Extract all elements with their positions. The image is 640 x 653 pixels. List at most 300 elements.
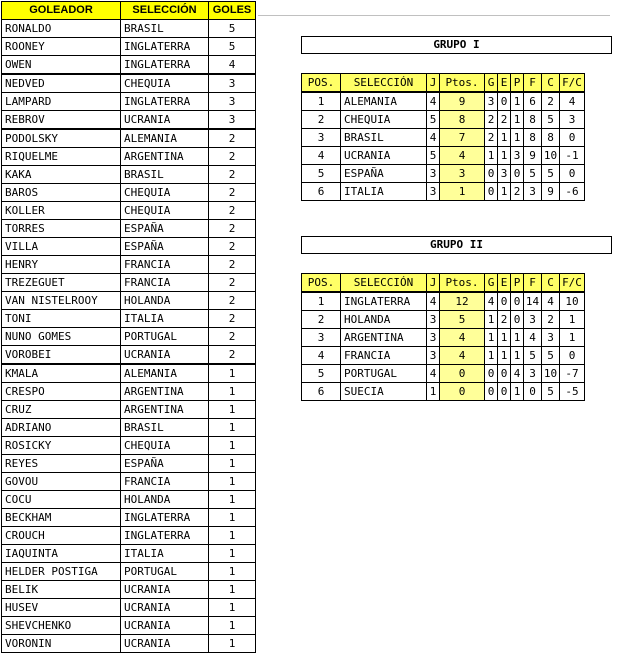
scorer-goals: 1 xyxy=(209,491,256,509)
standings-cell-fc: -5 xyxy=(560,383,585,401)
scorer-team: UCRANIA xyxy=(121,617,209,635)
scorer-name: REBROV xyxy=(2,111,121,130)
scorer-name: VILLA xyxy=(2,238,121,256)
standings-cell-g: 1 xyxy=(485,329,498,347)
standings-cell-e: 0 xyxy=(498,292,511,311)
standings-cell-p: 0 xyxy=(511,292,524,311)
group-header-g: G xyxy=(485,274,498,293)
group-header-c: C xyxy=(542,274,560,293)
standings-cell-f: 5 xyxy=(524,165,542,183)
standings-cell-f: 3 xyxy=(524,365,542,383)
scorer-team: FRANCIA xyxy=(121,256,209,274)
standings-cell-g: 2 xyxy=(485,111,498,129)
scorer-team: UCRANIA xyxy=(121,581,209,599)
scorer-name: IAQUINTA xyxy=(2,545,121,563)
standings-cell-p: 1 xyxy=(511,383,524,401)
scorer-row xyxy=(2,38,256,56)
scorer-goals: 2 xyxy=(209,148,256,166)
standings-cell-g: 1 xyxy=(485,347,498,365)
standings-cell-seleccion: UCRANIA xyxy=(341,147,427,165)
standings-cell-pos: 4 xyxy=(302,147,341,165)
scorer-team: ITALIA xyxy=(121,545,209,563)
scorer-name: BECKHAM xyxy=(2,509,121,527)
standings-cell-e: 1 xyxy=(498,329,511,347)
scorer-goals: 1 xyxy=(209,383,256,401)
standings-cell-seleccion: PORTUGAL xyxy=(341,365,427,383)
group-2-table xyxy=(301,273,585,401)
scorer-name: ADRIANO xyxy=(2,419,121,437)
standings-cell-f: 5 xyxy=(524,347,542,365)
group-header-row xyxy=(302,274,585,293)
scorer-team: ESPAÑA xyxy=(121,455,209,473)
standings-cell-ptos: 4 xyxy=(440,329,485,347)
standings-cell-fc: 4 xyxy=(560,92,585,111)
standings-cell-p: 0 xyxy=(511,165,524,183)
standings-cell-ptos: 0 xyxy=(440,365,485,383)
standings-cell-e: 1 xyxy=(498,347,511,365)
group-header-pos: POS. xyxy=(302,74,341,93)
standings-cell-g: 0 xyxy=(485,165,498,183)
scorer-goals: 1 xyxy=(209,455,256,473)
scorer-goals: 1 xyxy=(209,509,256,527)
scorer-team: BRASIL xyxy=(121,166,209,184)
standings-cell-fc: -7 xyxy=(560,365,585,383)
scorer-row xyxy=(2,364,256,383)
scorer-row xyxy=(2,563,256,581)
scorer-name: COCU xyxy=(2,491,121,509)
scorer-goals: 3 xyxy=(209,93,256,111)
scorer-row xyxy=(2,491,256,509)
scorer-name: TONI xyxy=(2,310,121,328)
standings-cell-seleccion: ARGENTINA xyxy=(341,329,427,347)
standings-cell-g: 1 xyxy=(485,311,498,329)
group-header-ptos: Ptos. xyxy=(440,274,485,293)
scorer-goals: 2 xyxy=(209,166,256,184)
scorer-name: OWEN xyxy=(2,56,121,75)
standings-cell-pos: 1 xyxy=(302,92,341,111)
standings-cell-pos: 5 xyxy=(302,365,341,383)
standings-cell-ptos: 7 xyxy=(440,129,485,147)
scorer-row xyxy=(2,74,256,93)
standings-cell-c: 10 xyxy=(542,147,560,165)
scorer-team: ESPAÑA xyxy=(121,220,209,238)
standings-cell-p: 1 xyxy=(511,92,524,111)
standings-cell-pos: 5 xyxy=(302,165,341,183)
standings-cell-e: 0 xyxy=(498,383,511,401)
scorer-team: HOLANDA xyxy=(121,491,209,509)
standings-cell-pos: 1 xyxy=(302,292,341,311)
scorer-row xyxy=(2,617,256,635)
scorer-goals: 2 xyxy=(209,274,256,292)
scorer-name: NEDVED xyxy=(2,74,121,93)
group-header-c: C xyxy=(542,74,560,93)
standings-cell-pos: 2 xyxy=(302,311,341,329)
scorer-name: CROUCH xyxy=(2,527,121,545)
group-header-fc: F/C xyxy=(560,74,585,93)
scorer-team: UCRANIA xyxy=(121,111,209,130)
scorer-goals: 5 xyxy=(209,38,256,56)
standings-cell-g: 2 xyxy=(485,129,498,147)
scorer-goals: 2 xyxy=(209,292,256,310)
scorer-team: ALEMANIA xyxy=(121,364,209,383)
standings-cell-j: 5 xyxy=(427,111,440,129)
standings-cell-fc: 3 xyxy=(560,111,585,129)
standings-cell-ptos: 5 xyxy=(440,311,485,329)
scorer-team: ITALIA xyxy=(121,310,209,328)
standings-cell-f: 8 xyxy=(524,129,542,147)
scorer-team: ARGENTINA xyxy=(121,401,209,419)
scorer-team: CHEQUIA xyxy=(121,437,209,455)
standings-cell-c: 10 xyxy=(542,365,560,383)
standings-cell-f: 3 xyxy=(524,183,542,201)
scorer-row xyxy=(2,328,256,346)
standings-cell-j: 3 xyxy=(427,311,440,329)
scorer-name: ROONEY xyxy=(2,38,121,56)
scorer-goals: 1 xyxy=(209,473,256,491)
group-1-title: GRUPO I xyxy=(301,36,612,54)
scorer-team: ARGENTINA xyxy=(121,383,209,401)
scorer-goals: 1 xyxy=(209,599,256,617)
standings-cell-j: 4 xyxy=(427,292,440,311)
scorer-row xyxy=(2,184,256,202)
standings-cell-fc: 1 xyxy=(560,311,585,329)
standings-cell-f: 4 xyxy=(524,329,542,347)
scorer-row xyxy=(2,20,256,38)
standings-cell-p: 2 xyxy=(511,183,524,201)
scorer-name: BAROS xyxy=(2,184,121,202)
scorer-name: NUNO GOMES xyxy=(2,328,121,346)
standings-cell-f: 9 xyxy=(524,147,542,165)
scorer-goals: 2 xyxy=(209,238,256,256)
standings-cell-fc: 10 xyxy=(560,292,585,311)
standings-cell-f: 3 xyxy=(524,311,542,329)
standings-cell-c: 5 xyxy=(542,165,560,183)
scorer-team: INGLATERRA xyxy=(121,56,209,75)
standings-cell-pos: 4 xyxy=(302,347,341,365)
standings-row xyxy=(302,111,585,129)
scorer-name: LAMPARD xyxy=(2,93,121,111)
scorer-team: INGLATERRA xyxy=(121,38,209,56)
standings-row xyxy=(302,365,585,383)
group-header-j: J xyxy=(427,274,440,293)
group-1-table xyxy=(301,73,585,201)
standings-cell-seleccion: ESPAÑA xyxy=(341,165,427,183)
scorer-name: PODOLSKY xyxy=(2,129,121,148)
scorer-team: ESPAÑA xyxy=(121,238,209,256)
standings-cell-f: 8 xyxy=(524,111,542,129)
scorer-row xyxy=(2,346,256,365)
standings-cell-e: 2 xyxy=(498,311,511,329)
scorer-team: UCRANIA xyxy=(121,599,209,617)
scorer-team: CHEQUIA xyxy=(121,184,209,202)
standings-cell-fc: 1 xyxy=(560,329,585,347)
standings-cell-ptos: 12 xyxy=(440,292,485,311)
group-header-e: E xyxy=(498,74,511,93)
standings-cell-seleccion: HOLANDA xyxy=(341,311,427,329)
standings-cell-seleccion: SUECIA xyxy=(341,383,427,401)
scorer-row xyxy=(2,256,256,274)
standings-row xyxy=(302,292,585,311)
scorer-team: FRANCIA xyxy=(121,473,209,491)
scorer-goals: 2 xyxy=(209,346,256,365)
scorer-team: INGLATERRA xyxy=(121,509,209,527)
scorer-row xyxy=(2,599,256,617)
standings-cell-j: 3 xyxy=(427,183,440,201)
scorer-name: VOROBEI xyxy=(2,346,121,365)
scorer-name: KOLLER xyxy=(2,202,121,220)
scorer-row xyxy=(2,473,256,491)
standings-cell-pos: 2 xyxy=(302,111,341,129)
scorer-row xyxy=(2,581,256,599)
sheet-gridline xyxy=(258,15,610,16)
standings-cell-j: 3 xyxy=(427,165,440,183)
standings-cell-e: 3 xyxy=(498,165,511,183)
standings-cell-seleccion: FRANCIA xyxy=(341,347,427,365)
scorer-row xyxy=(2,129,256,148)
scorer-goals: 1 xyxy=(209,635,256,653)
scorer-row xyxy=(2,383,256,401)
scorer-name: KMALA xyxy=(2,364,121,383)
standings-cell-p: 1 xyxy=(511,329,524,347)
group-header-seleccion: SELECCIÓN xyxy=(341,274,427,293)
scorer-row xyxy=(2,238,256,256)
scorer-row xyxy=(2,635,256,653)
scorer-row xyxy=(2,401,256,419)
scorer-name: HELDER POSTIGA xyxy=(2,563,121,581)
standings-row xyxy=(302,329,585,347)
group-header-pos: POS. xyxy=(302,274,341,293)
scorer-goals: 2 xyxy=(209,328,256,346)
standings-cell-seleccion: ALEMANIA xyxy=(341,92,427,111)
scorer-name: RONALDO xyxy=(2,20,121,38)
standings-cell-pos: 6 xyxy=(302,183,341,201)
group-header-e: E xyxy=(498,274,511,293)
scorer-team: INGLATERRA xyxy=(121,93,209,111)
standings-cell-fc: -1 xyxy=(560,147,585,165)
header-goles: GOLES xyxy=(209,2,256,20)
scorer-name: SHEVCHENKO xyxy=(2,617,121,635)
group-header-p: P xyxy=(511,274,524,293)
scorer-team: ALEMANIA xyxy=(121,129,209,148)
standings-cell-fc: 0 xyxy=(560,347,585,365)
standings-cell-e: 0 xyxy=(498,92,511,111)
standings-row xyxy=(302,147,585,165)
scorer-name: TREZEGUET xyxy=(2,274,121,292)
standings-cell-pos: 6 xyxy=(302,383,341,401)
scorers-table xyxy=(1,1,256,653)
standings-cell-g: 4 xyxy=(485,292,498,311)
standings-row xyxy=(302,383,585,401)
standings-cell-p: 1 xyxy=(511,347,524,365)
scorer-row xyxy=(2,166,256,184)
scorer-name: VORONIN xyxy=(2,635,121,653)
scorer-goals: 1 xyxy=(209,364,256,383)
scorer-name: VAN NISTELROOY xyxy=(2,292,121,310)
scorer-row xyxy=(2,310,256,328)
standings-cell-g: 0 xyxy=(485,365,498,383)
standings-cell-p: 3 xyxy=(511,147,524,165)
standings-cell-c: 9 xyxy=(542,183,560,201)
scorer-team: INGLATERRA xyxy=(121,527,209,545)
scorer-goals: 5 xyxy=(209,20,256,38)
standings-cell-e: 1 xyxy=(498,183,511,201)
scorer-goals: 1 xyxy=(209,581,256,599)
header-goleador: GOLEADOR xyxy=(2,2,121,20)
standings-cell-e: 1 xyxy=(498,129,511,147)
standings-cell-seleccion: CHEQUIA xyxy=(341,111,427,129)
group-header-f: F xyxy=(524,274,542,293)
standings-cell-c: 2 xyxy=(542,311,560,329)
standings-cell-j: 4 xyxy=(427,365,440,383)
group-header-fc: F/C xyxy=(560,274,585,293)
scorer-row xyxy=(2,93,256,111)
standings-cell-g: 0 xyxy=(485,183,498,201)
standings-cell-c: 5 xyxy=(542,111,560,129)
scorer-team: CHEQUIA xyxy=(121,74,209,93)
standings-row xyxy=(302,347,585,365)
standings-cell-c: 4 xyxy=(542,292,560,311)
scorer-name: RIQUELME xyxy=(2,148,121,166)
standings-cell-c: 5 xyxy=(542,383,560,401)
scorer-name: BELIK xyxy=(2,581,121,599)
standings-cell-ptos: 1 xyxy=(440,183,485,201)
scorer-name: ROSICKY xyxy=(2,437,121,455)
group-header-row xyxy=(302,74,585,93)
standings-cell-ptos: 9 xyxy=(440,92,485,111)
scorer-goals: 1 xyxy=(209,617,256,635)
scorer-row xyxy=(2,545,256,563)
scorer-row xyxy=(2,56,256,75)
scorer-goals: 2 xyxy=(209,310,256,328)
standings-cell-ptos: 0 xyxy=(440,383,485,401)
standings-cell-p: 1 xyxy=(511,129,524,147)
standings-cell-fc: -6 xyxy=(560,183,585,201)
standings-cell-f: 0 xyxy=(524,383,542,401)
scorer-goals: 1 xyxy=(209,437,256,455)
standings-cell-c: 3 xyxy=(542,329,560,347)
standings-cell-j: 5 xyxy=(427,147,440,165)
scorer-goals: 4 xyxy=(209,56,256,75)
scorer-goals: 1 xyxy=(209,545,256,563)
standings-cell-c: 2 xyxy=(542,92,560,111)
scorer-team: HOLANDA xyxy=(121,292,209,310)
group-2-title: GRUPO II xyxy=(301,236,612,254)
scorer-name: HUSEV xyxy=(2,599,121,617)
scorer-name: HENRY xyxy=(2,256,121,274)
group-header-seleccion: SELECCIÓN xyxy=(341,74,427,93)
scorer-goals: 2 xyxy=(209,129,256,148)
scorer-team: BRASIL xyxy=(121,419,209,437)
scorer-goals: 1 xyxy=(209,419,256,437)
scorer-row xyxy=(2,148,256,166)
scorer-goals: 2 xyxy=(209,184,256,202)
scorer-row xyxy=(2,202,256,220)
standings-cell-g: 3 xyxy=(485,92,498,111)
scorer-team: PORTUGAL xyxy=(121,563,209,581)
scorer-row xyxy=(2,437,256,455)
standings-row xyxy=(302,165,585,183)
scorer-goals: 2 xyxy=(209,202,256,220)
standings-cell-f: 6 xyxy=(524,92,542,111)
standings-cell-c: 5 xyxy=(542,347,560,365)
scorer-goals: 3 xyxy=(209,74,256,93)
scorer-name: CRUZ xyxy=(2,401,121,419)
standings-cell-ptos: 4 xyxy=(440,147,485,165)
scorer-name: CRESPO xyxy=(2,383,121,401)
standings-cell-j: 3 xyxy=(427,329,440,347)
standings-cell-g: 1 xyxy=(485,147,498,165)
scorer-name: KAKA xyxy=(2,166,121,184)
scorer-goals: 1 xyxy=(209,401,256,419)
scorer-row xyxy=(2,455,256,473)
group-header-p: P xyxy=(511,74,524,93)
scorer-goals: 1 xyxy=(209,563,256,581)
scorer-team: UCRANIA xyxy=(121,346,209,365)
standings-row xyxy=(302,129,585,147)
standings-row xyxy=(302,92,585,111)
standings-cell-p: 1 xyxy=(511,111,524,129)
header-seleccion: SELECCIÓN xyxy=(121,2,209,20)
scorer-goals: 3 xyxy=(209,111,256,130)
scorers-header-row xyxy=(2,2,256,20)
scorer-row xyxy=(2,509,256,527)
standings-cell-pos: 3 xyxy=(302,329,341,347)
scorer-team: PORTUGAL xyxy=(121,328,209,346)
standings-cell-seleccion: INGLATERRA xyxy=(341,292,427,311)
scorer-goals: 2 xyxy=(209,220,256,238)
scorer-team: ARGENTINA xyxy=(121,148,209,166)
scorer-team: BRASIL xyxy=(121,20,209,38)
scorer-name: REYES xyxy=(2,455,121,473)
group-header-ptos: Ptos. xyxy=(440,74,485,93)
scorer-row xyxy=(2,220,256,238)
standings-cell-j: 1 xyxy=(427,383,440,401)
scorer-team: FRANCIA xyxy=(121,274,209,292)
standings-cell-ptos: 3 xyxy=(440,165,485,183)
group-header-g: G xyxy=(485,74,498,93)
scorer-goals: 2 xyxy=(209,256,256,274)
standings-row xyxy=(302,311,585,329)
standings-cell-e: 2 xyxy=(498,111,511,129)
standings-cell-p: 0 xyxy=(511,311,524,329)
standings-cell-ptos: 4 xyxy=(440,347,485,365)
scorer-row xyxy=(2,292,256,310)
standings-cell-j: 4 xyxy=(427,92,440,111)
standings-cell-fc: 0 xyxy=(560,165,585,183)
scorer-team: CHEQUIA xyxy=(121,202,209,220)
group-header-j: J xyxy=(427,74,440,93)
standings-cell-e: 0 xyxy=(498,365,511,383)
scorer-row xyxy=(2,527,256,545)
standings-cell-f: 14 xyxy=(524,292,542,311)
standings-cell-c: 8 xyxy=(542,129,560,147)
scorer-row xyxy=(2,274,256,292)
standings-cell-g: 0 xyxy=(485,383,498,401)
group-header-f: F xyxy=(524,74,542,93)
scorer-name: GOVOU xyxy=(2,473,121,491)
standings-cell-j: 3 xyxy=(427,347,440,365)
standings-cell-seleccion: ITALIA xyxy=(341,183,427,201)
standings-row xyxy=(302,183,585,201)
scorer-name: TORRES xyxy=(2,220,121,238)
standings-cell-fc: 0 xyxy=(560,129,585,147)
standings-cell-j: 4 xyxy=(427,129,440,147)
scorer-row xyxy=(2,111,256,130)
standings-cell-e: 1 xyxy=(498,147,511,165)
scorer-team: UCRANIA xyxy=(121,635,209,653)
standings-cell-pos: 3 xyxy=(302,129,341,147)
scorer-goals: 1 xyxy=(209,527,256,545)
